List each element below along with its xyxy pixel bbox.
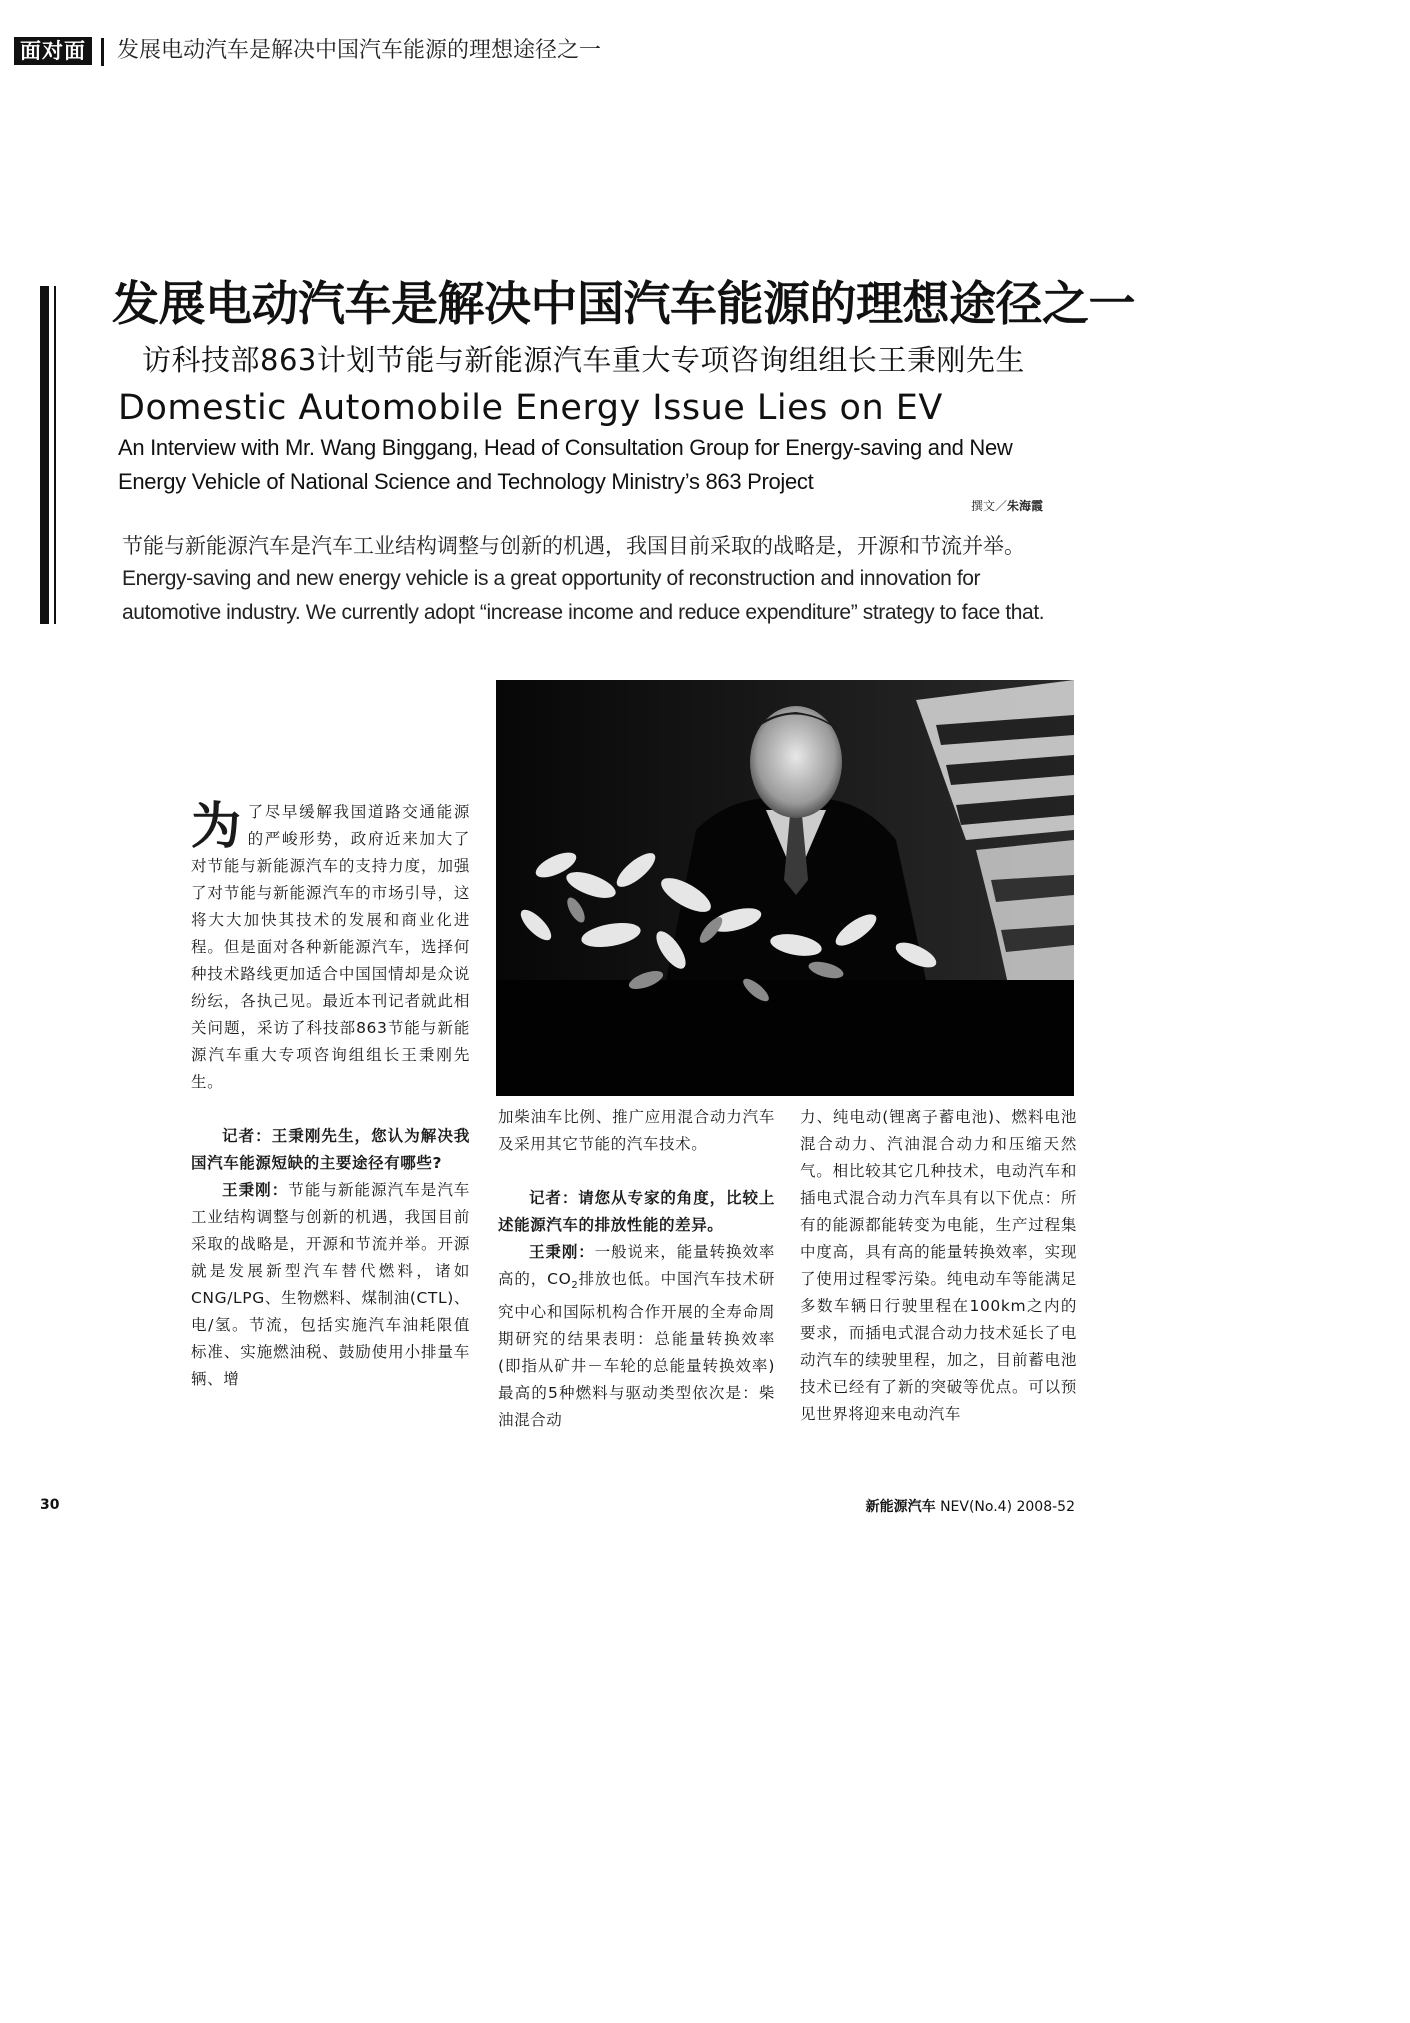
body-column-1: [191, 799, 470, 1393]
answer-text: 节能与新能源汽车是汽车工业结构调整与创新的机遇，我国目前采取的战略是，开源和节流并举。开源就是发展新型汽车替代燃料，诸如CNG/LPG、生物燃料、煤制油(CTL)、电/氢。节流，包括实施汽车油耗限值标准、实施燃油税、鼓励使用小排量车辆、增: [191, 1181, 470, 1388]
page-title: 发展电动汽车是解决中国汽车能源的理想途径之一: [112, 277, 1135, 332]
byline-author: 朱海霞: [1006, 499, 1043, 513]
magazine-name: 新能源汽车: [865, 1499, 936, 1515]
answer-speaker: 王秉刚：: [222, 1181, 289, 1199]
subtitle-chinese: 访科技部863计划节能与新能源汽车重大专项咨询组组长王秉刚先生: [142, 343, 1025, 377]
answer-speaker: 王秉刚：: [529, 1243, 595, 1261]
intro-paragraph: [191, 799, 470, 1096]
running-title: 发展电动汽车是解决中国汽车能源的理想途径之一: [117, 38, 602, 63]
accent-bar: [40, 286, 49, 624]
interview-subtitle-english: An Interview with Mr. Wang Binggang, Head of Consultation Group for Energy-saving and New Energy Vehicle of National Science and Technology Ministry’s 863 Project: [118, 435, 1013, 494]
subscript: 2: [571, 1280, 579, 1292]
section-tag: 面对面: [14, 37, 92, 65]
byline: [971, 497, 1043, 514]
body-column-2: [498, 1104, 775, 1434]
answer-2-continued: 力、纯电动(锂离子蓄电池)、燃料电池混合动力、汽油混合动力和压缩天然气。相比较其它几种技术，电动汽车和插电式混合动力汽车具有以下优点：所有的能源都能转变为电能，生产过程集中度高，具有高的能量转换效率，实现了使用过程零污染。纯电动车等能满足多数车辆日行驶里程在100km之内的要求，而插电式混合动力技术延长了电动汽车的续驶里程，加之，目前蓄电池技术已经有了新的突破等优点。可以预见世界将迎来电动汽车: [800, 1108, 1077, 1423]
photo-illustration: [496, 680, 1074, 1096]
page-number: 30: [40, 1497, 60, 1513]
accent-bar: [54, 286, 56, 624]
lead-chinese: 节能与新能源汽车是汽车工业结构调整与创新的机遇，我国目前采取的战略是，开源和节流并举。: [122, 534, 1025, 558]
body-column-3: [800, 1104, 1077, 1428]
answer-text: 排放也低。中国汽车技术研究中心和国际机构合作开展的全寿命周期研究的结果表明：总能量转换效率(即指从矿井－车轮的总能量转换效率)最高的5种燃料与驱动类型依次是：柴油混合动: [498, 1270, 775, 1430]
drop-cap: 为: [191, 797, 242, 855]
question-1: 记者：王秉刚先生，您认为解决我国汽车能源短缺的主要途径有哪些?: [191, 1127, 470, 1172]
answer-text: 一般说来，能量转换效率高的，CO: [498, 1243, 775, 1288]
intro-text: 了尽早缓解我国道路交通能源的严峻形势，政府近来加大了对节能与新能源汽车的支持力度，加强了对节能与新能源汽车的市场引导，这将大大加快其技术的发展和商业化进程。但是面对各种新能源汽车，选择何种技术路线更加适合中国国情却是众说纷纭，各执己见。最近本刊记者就此相关问题，采访了科技部863节能与新能源汽车重大专项咨询组组长王秉刚先生。: [191, 803, 470, 1091]
lead-english: Energy-saving and new energy vehicle is a great opportunity of reconstruction and innovation for automotive industry. We currently adopt “increase income and reduce expenditure” strategy to face that.: [122, 567, 1045, 624]
byline-label: 撰文／: [970, 499, 1007, 513]
question-2: 记者：请您从专家的角度，比较上述能源汽车的排放性能的差异。: [498, 1189, 775, 1234]
interview-photo: [496, 680, 1074, 1096]
title-english: Domestic Automobile Energy Issue Lies on EV: [118, 388, 943, 428]
answer-1: [191, 1177, 470, 1393]
issue-info: NEV(No.4) 2008-52: [940, 1499, 1075, 1515]
answer-2: [498, 1239, 775, 1434]
header-separator: [101, 38, 104, 66]
footer-magazine-info: [866, 1496, 1075, 1516]
answer-1-continued: 加柴油车比例、推广应用混合动力汽车及采用其它节能的汽车技术。: [498, 1108, 775, 1153]
